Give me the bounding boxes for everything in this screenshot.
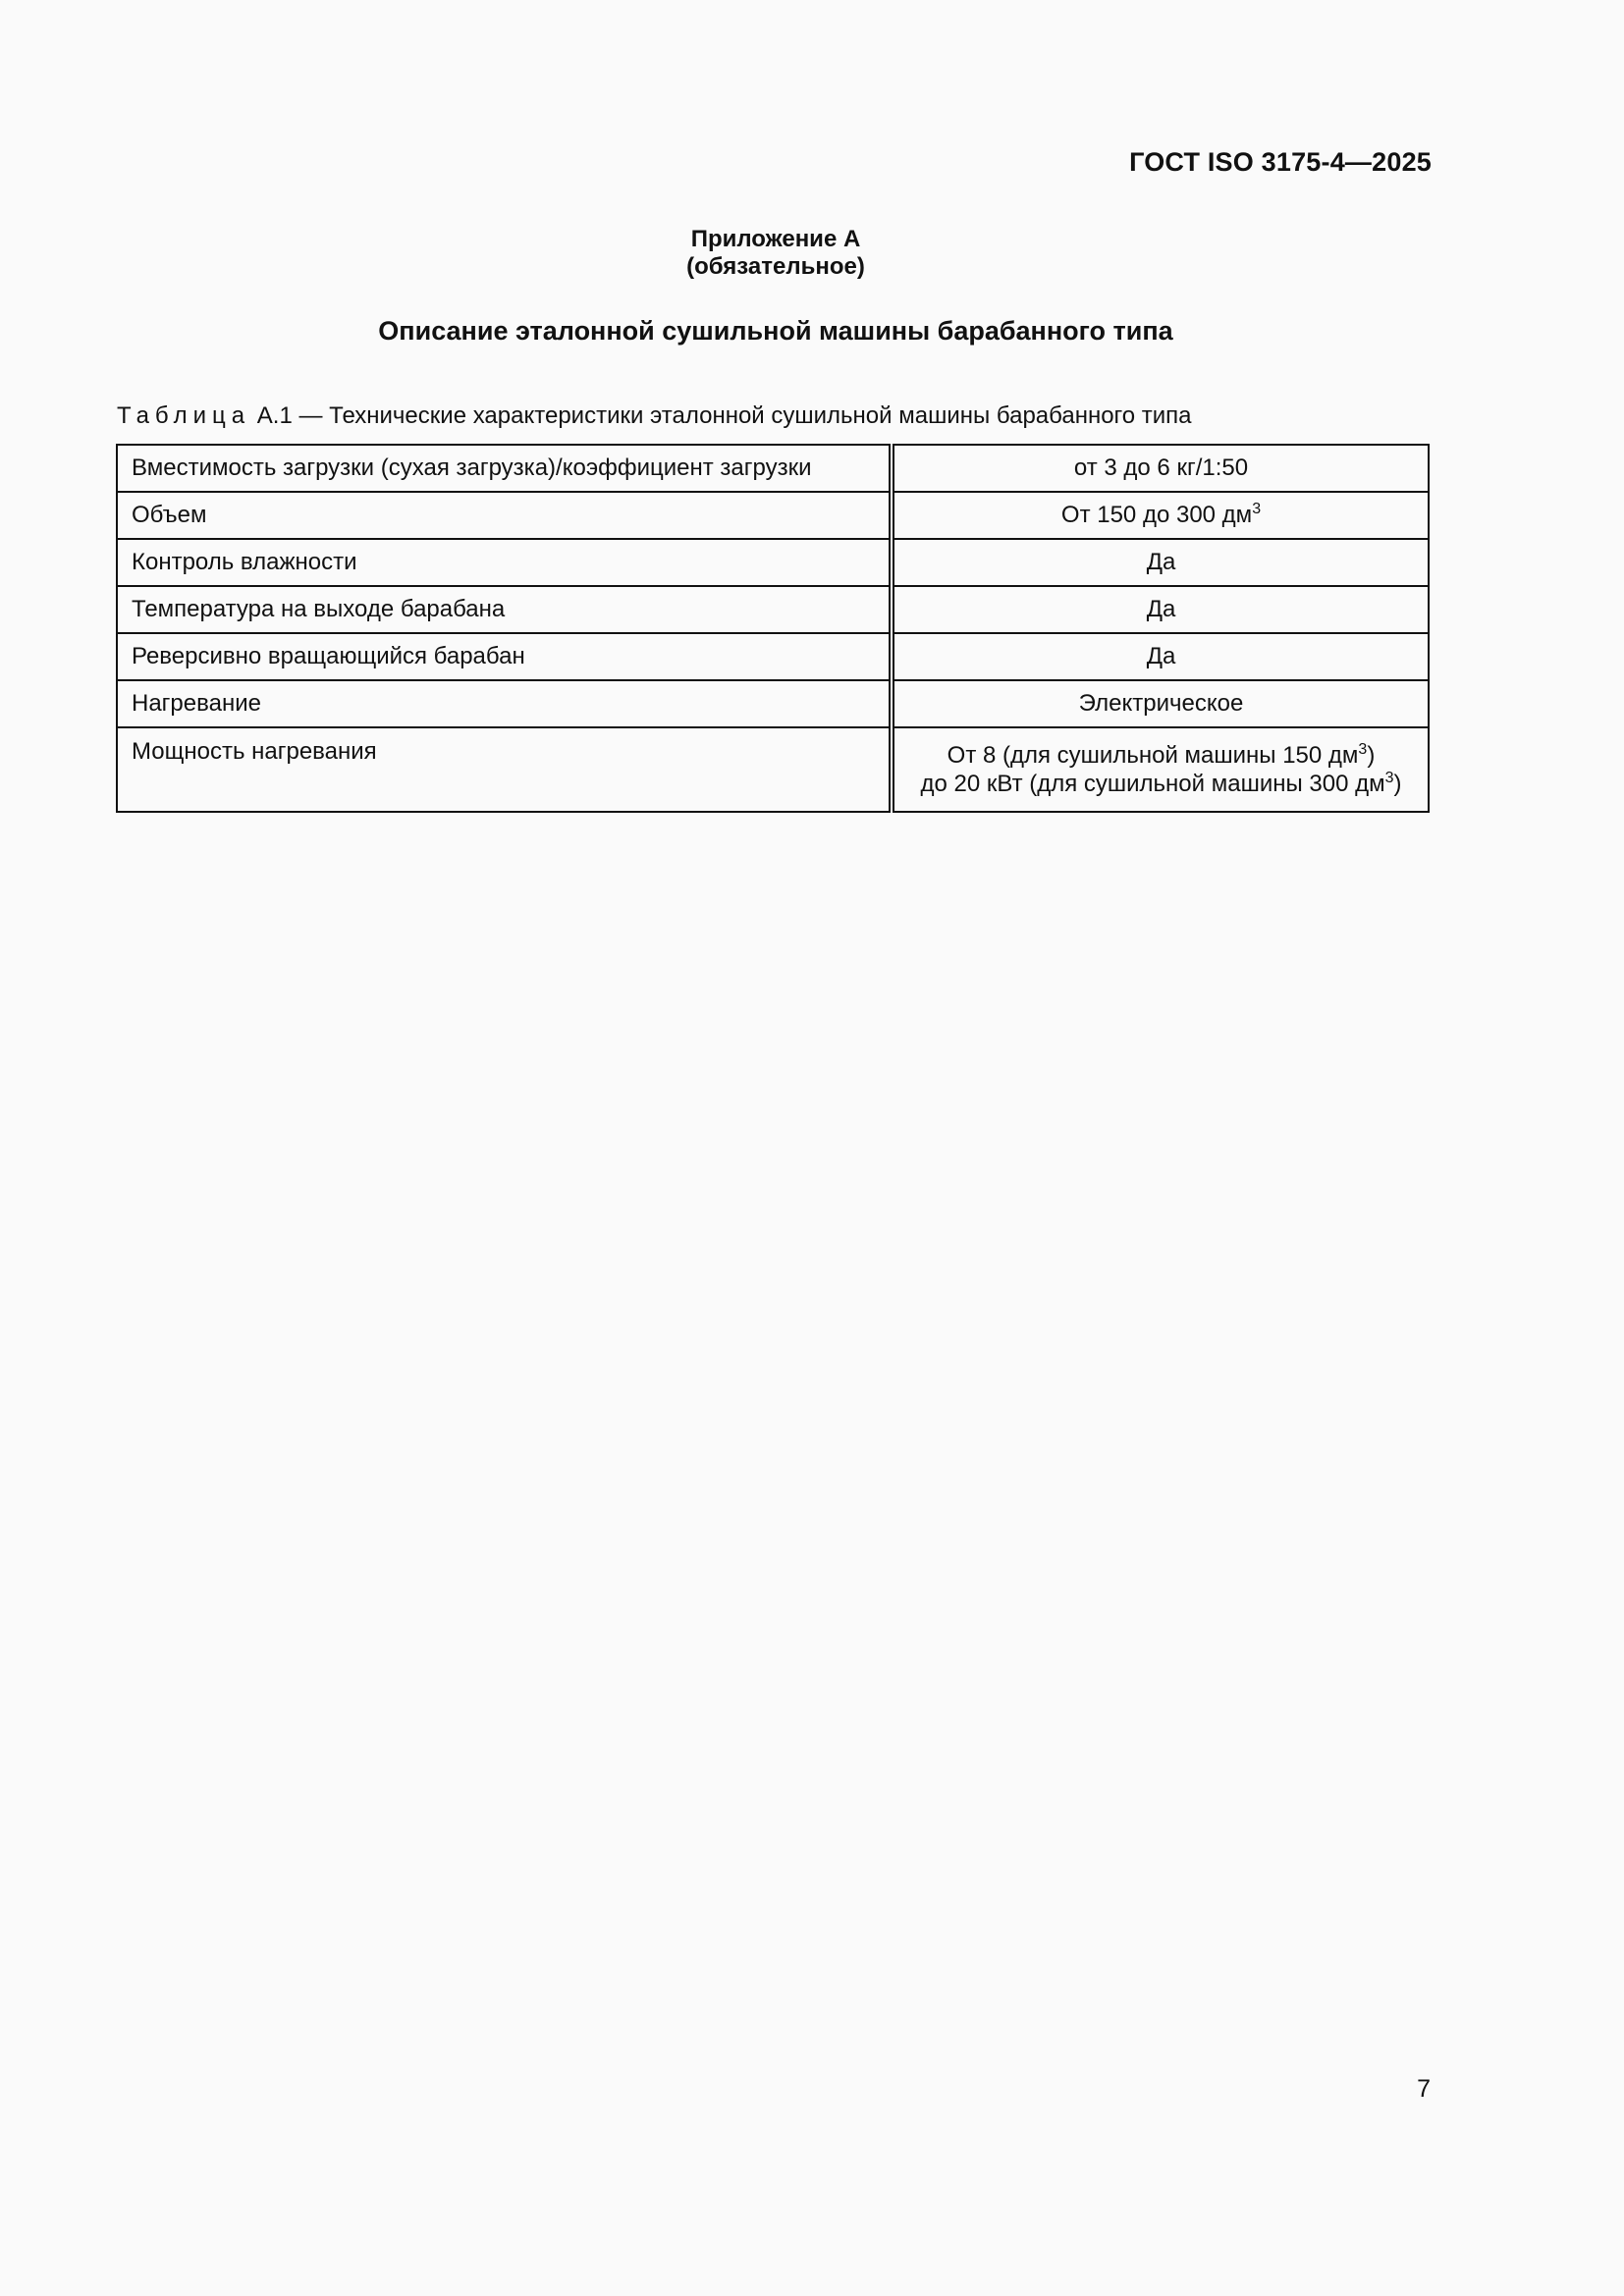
superscript: 3	[1384, 770, 1394, 786]
table-caption	[117, 402, 1192, 430]
table-row	[117, 445, 1429, 492]
table-caption-label: Таблица	[117, 402, 251, 429]
value-cell: Да	[892, 539, 1429, 586]
annex-title: Приложение А	[690, 226, 861, 252]
value-cell	[892, 492, 1429, 539]
value-cell: Да	[892, 586, 1429, 633]
table-row	[117, 492, 1429, 539]
value-line	[908, 770, 1414, 798]
page-number: 7	[1417, 2075, 1431, 2103]
param-cell: Вместимость загрузки (сухая загрузка)/коэффициент загрузки	[117, 445, 892, 492]
specifications-table	[116, 444, 1430, 813]
annex-heading	[0, 226, 1551, 281]
superscript: 3	[1252, 501, 1262, 517]
param-cell: Реверсивно вращающийся барабан	[117, 633, 892, 680]
param-cell: Объем	[117, 492, 892, 539]
table-caption-text: А.1 — Технические характеристики эталонной сушильной машины барабанного типа	[250, 402, 1192, 429]
value-text: )	[1393, 771, 1402, 797]
value-line	[908, 741, 1414, 770]
value-text: От 8 (для сушильной машины 150 дм	[947, 742, 1359, 769]
document-code: ГОСТ ISO 3175-4—2025	[1129, 147, 1432, 177]
value-cell: Электрическое	[892, 680, 1429, 727]
table-row	[117, 680, 1429, 727]
value-text: до 20 кВт (для сушильной машины 300 дм	[920, 771, 1385, 797]
section-title: Описание эталонной сушильной машины барабанного типа	[378, 316, 1173, 346]
value-cell	[892, 727, 1429, 812]
value-text: )	[1367, 742, 1376, 769]
table-row	[117, 633, 1429, 680]
table-row	[117, 539, 1429, 586]
value-text: От 150 до 300 дм	[1060, 502, 1253, 528]
value-cell: от 3 до 6 кг/1:50	[892, 445, 1429, 492]
table-row	[117, 586, 1429, 633]
annex-status: (обязательное)	[686, 253, 865, 280]
param-cell: Нагревание	[117, 680, 892, 727]
param-cell: Температура на выходе барабана	[117, 586, 892, 633]
table-row	[117, 727, 1429, 812]
superscript: 3	[1358, 741, 1368, 758]
value-cell: Да	[892, 633, 1429, 680]
param-cell: Контроль влажности	[117, 539, 892, 586]
param-cell: Мощность нагревания	[117, 727, 892, 812]
